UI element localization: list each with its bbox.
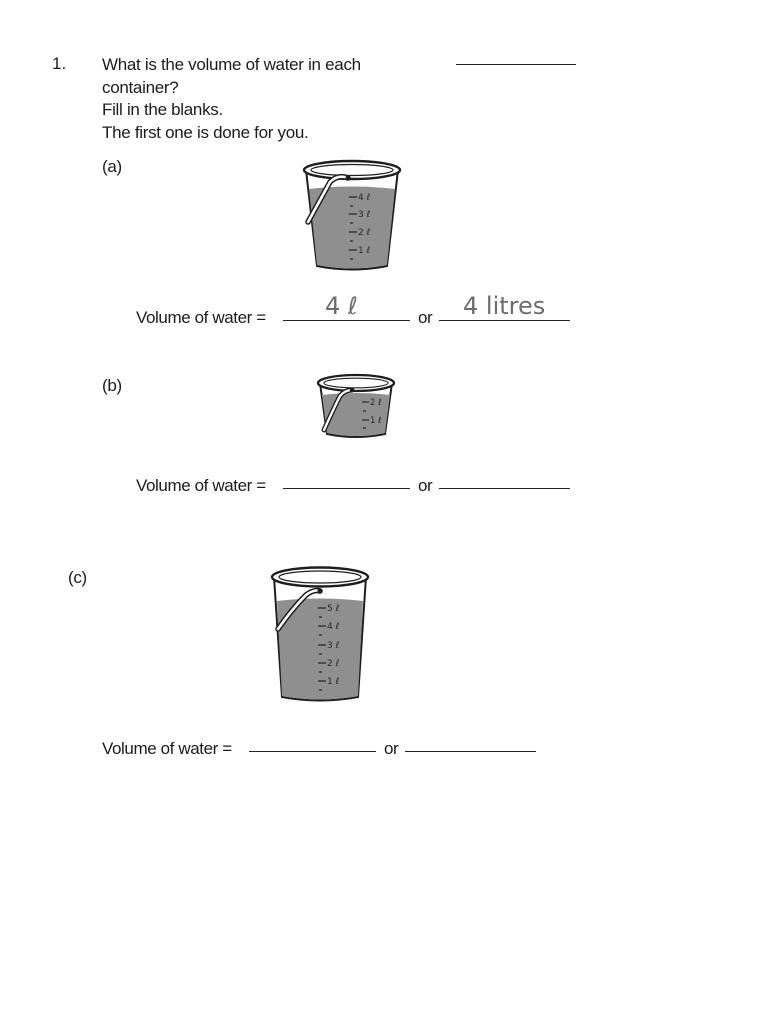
bucket-b-scale-2: 2 ℓ — [370, 398, 382, 408]
question-number: 1. — [52, 54, 67, 73]
bucket-a-scale-2: 2 ℓ — [358, 228, 371, 238]
answer-a-prefix: Volume of water = — [136, 308, 266, 327]
question-text — [102, 54, 361, 144]
bucket-c-image — [268, 563, 372, 705]
bucket-b-rim — [318, 375, 394, 391]
bucket-b-image — [314, 370, 398, 442]
bucket-a-scale-3: 3 ℓ — [358, 210, 371, 220]
answer-b-prefix: Volume of water = — [136, 476, 266, 495]
answer-a-connector: or — [418, 308, 433, 327]
bucket-c-scale-3: 3 ℓ — [327, 641, 340, 651]
answer-a-value-1: 4 ℓ — [325, 292, 358, 320]
bucket-c-scale-1: 1 ℓ — [327, 677, 340, 687]
score-blank-line — [456, 64, 576, 65]
question-line-1: What is the volume of water in each — [102, 55, 361, 74]
answer-c-connector: or — [384, 739, 399, 758]
question-line-2: container? — [102, 77, 179, 97]
part-a-label: (a) — [102, 157, 122, 176]
answer-a-blank-2[interactable] — [439, 320, 570, 321]
bucket-b-scale-1: 1 ℓ — [370, 416, 382, 426]
bucket-a-scale-1: 1 ℓ — [358, 246, 371, 256]
answer-row-c — [102, 739, 542, 763]
answer-c-prefix: Volume of water = — [102, 739, 232, 758]
bucket-a-scale-4: 4 ℓ — [358, 193, 371, 203]
answer-c-blank-2[interactable] — [405, 751, 536, 752]
part-c-label: (c) — [68, 568, 87, 587]
question-line-4: The first one is done for you. — [102, 122, 309, 142]
bucket-a-rim — [304, 161, 400, 179]
answer-b-blank-1[interactable] — [283, 488, 410, 489]
bucket-c-rim — [272, 568, 368, 587]
answer-row-b — [136, 476, 576, 500]
bucket-a-image — [300, 156, 404, 274]
part-b-label: (b) — [102, 376, 122, 395]
answer-a-blank-1[interactable] — [283, 320, 410, 321]
bucket-c-scale-2: 2 ℓ — [327, 659, 340, 669]
answer-b-blank-2[interactable] — [439, 488, 570, 489]
answer-a-value-2: 4 litres — [463, 292, 546, 320]
answer-c-blank-1[interactable] — [249, 751, 376, 752]
bucket-c-scale-5: 5 ℓ — [327, 604, 340, 614]
question-line-3: Fill in the blanks. — [102, 100, 223, 119]
bucket-c-scale-4: 4 ℓ — [327, 622, 340, 632]
answer-b-connector: or — [418, 476, 433, 495]
